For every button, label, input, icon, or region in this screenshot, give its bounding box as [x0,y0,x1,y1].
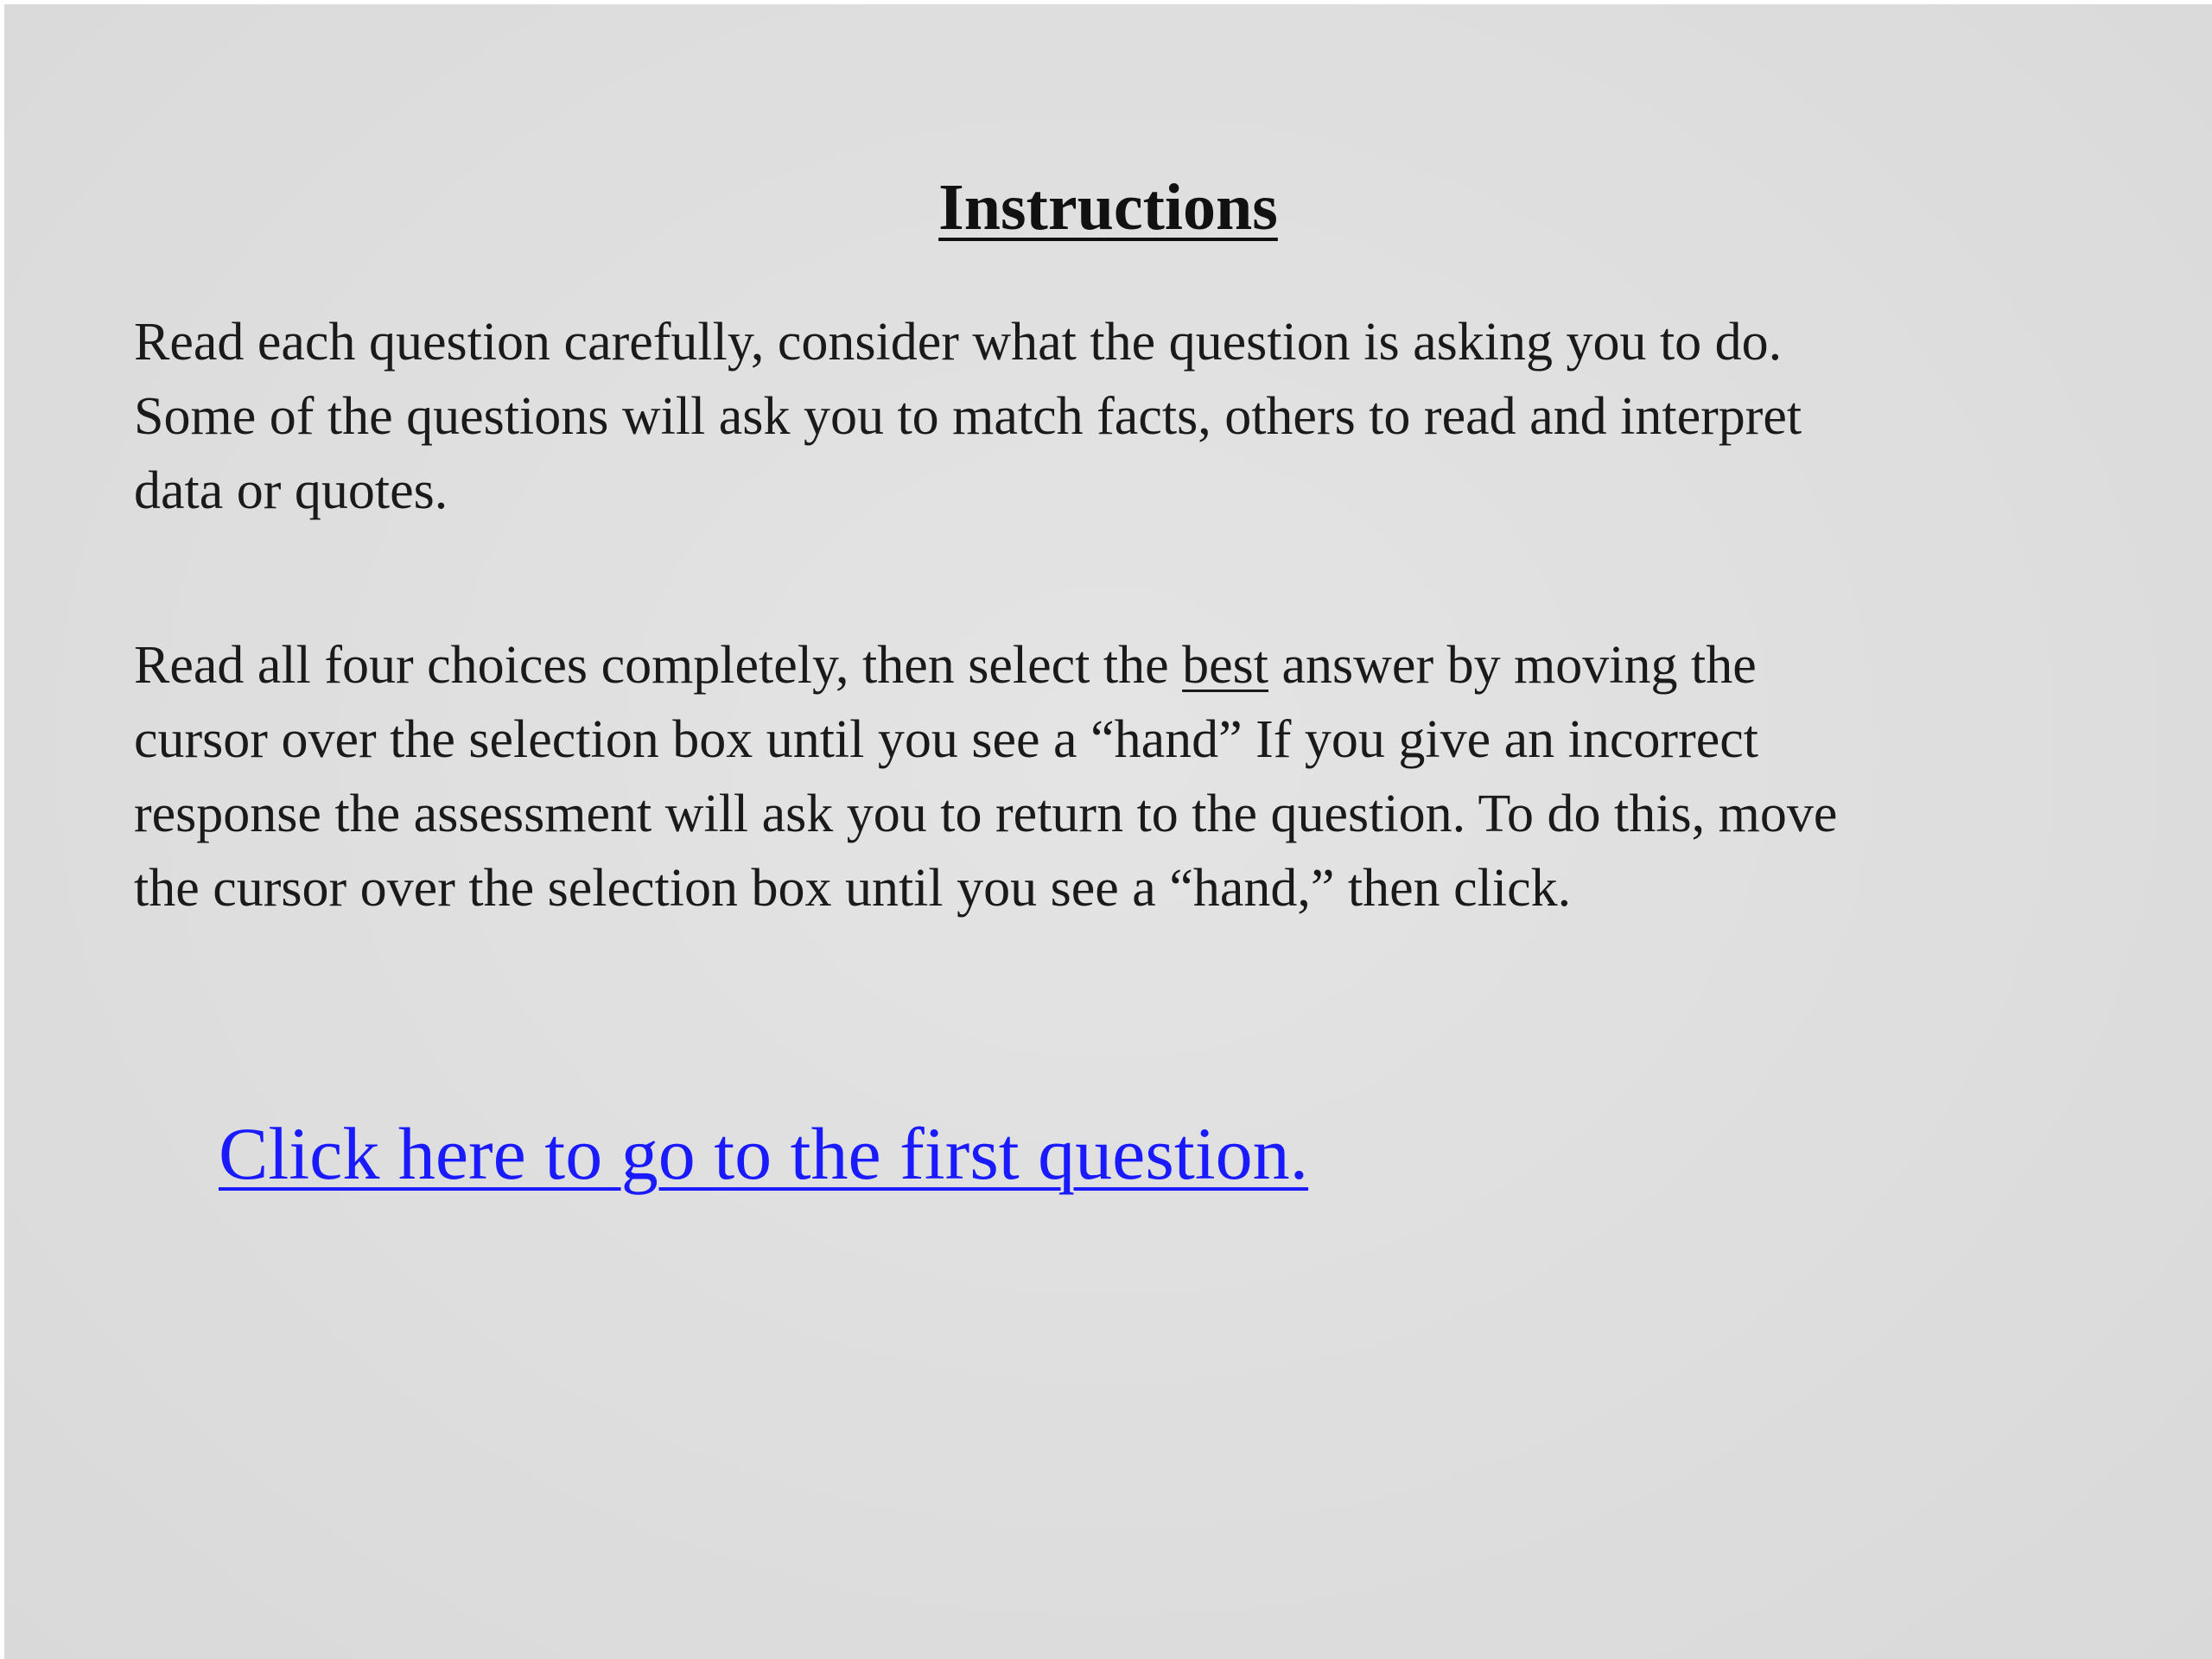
paragraph-1-line-3: data or quotes. [134,461,448,520]
instructions-heading [4,168,2212,246]
paragraph-2-line-1-end: answer by moving the [1268,636,1757,695]
paragraph-2-line-1-start: Read all four choices completely, then select the [134,636,1183,695]
paragraph-2-line-3: response the assessment will ask you to return to the question. To do this, move [134,785,1838,843]
best-emphasis: best [1182,636,1268,695]
first-question-link[interactable]: Click here to go to the first question. [219,1112,1309,1195]
instructions-paragraph-2 [134,628,2121,925]
paragraph-2-line-4: the cursor over the selection box until you see a “hand,” then click. [134,859,1572,918]
instructions-heading-text: Instructions [938,171,1278,244]
paragraph-2-line-2: cursor over the selection box until you see a “hand” If you give an incorrect [134,710,1758,769]
instructions-paragraph-1 [134,305,2121,528]
paragraph-2-line-1 [134,628,2121,702]
paragraph-1-line-1: Read each question carefully, consider what the question is asking you to do. [134,313,1783,372]
slide [4,4,2212,1659]
paragraph-1-line-2: Some of the questions will ask you to match facts, others to read and interpret [134,387,1802,446]
